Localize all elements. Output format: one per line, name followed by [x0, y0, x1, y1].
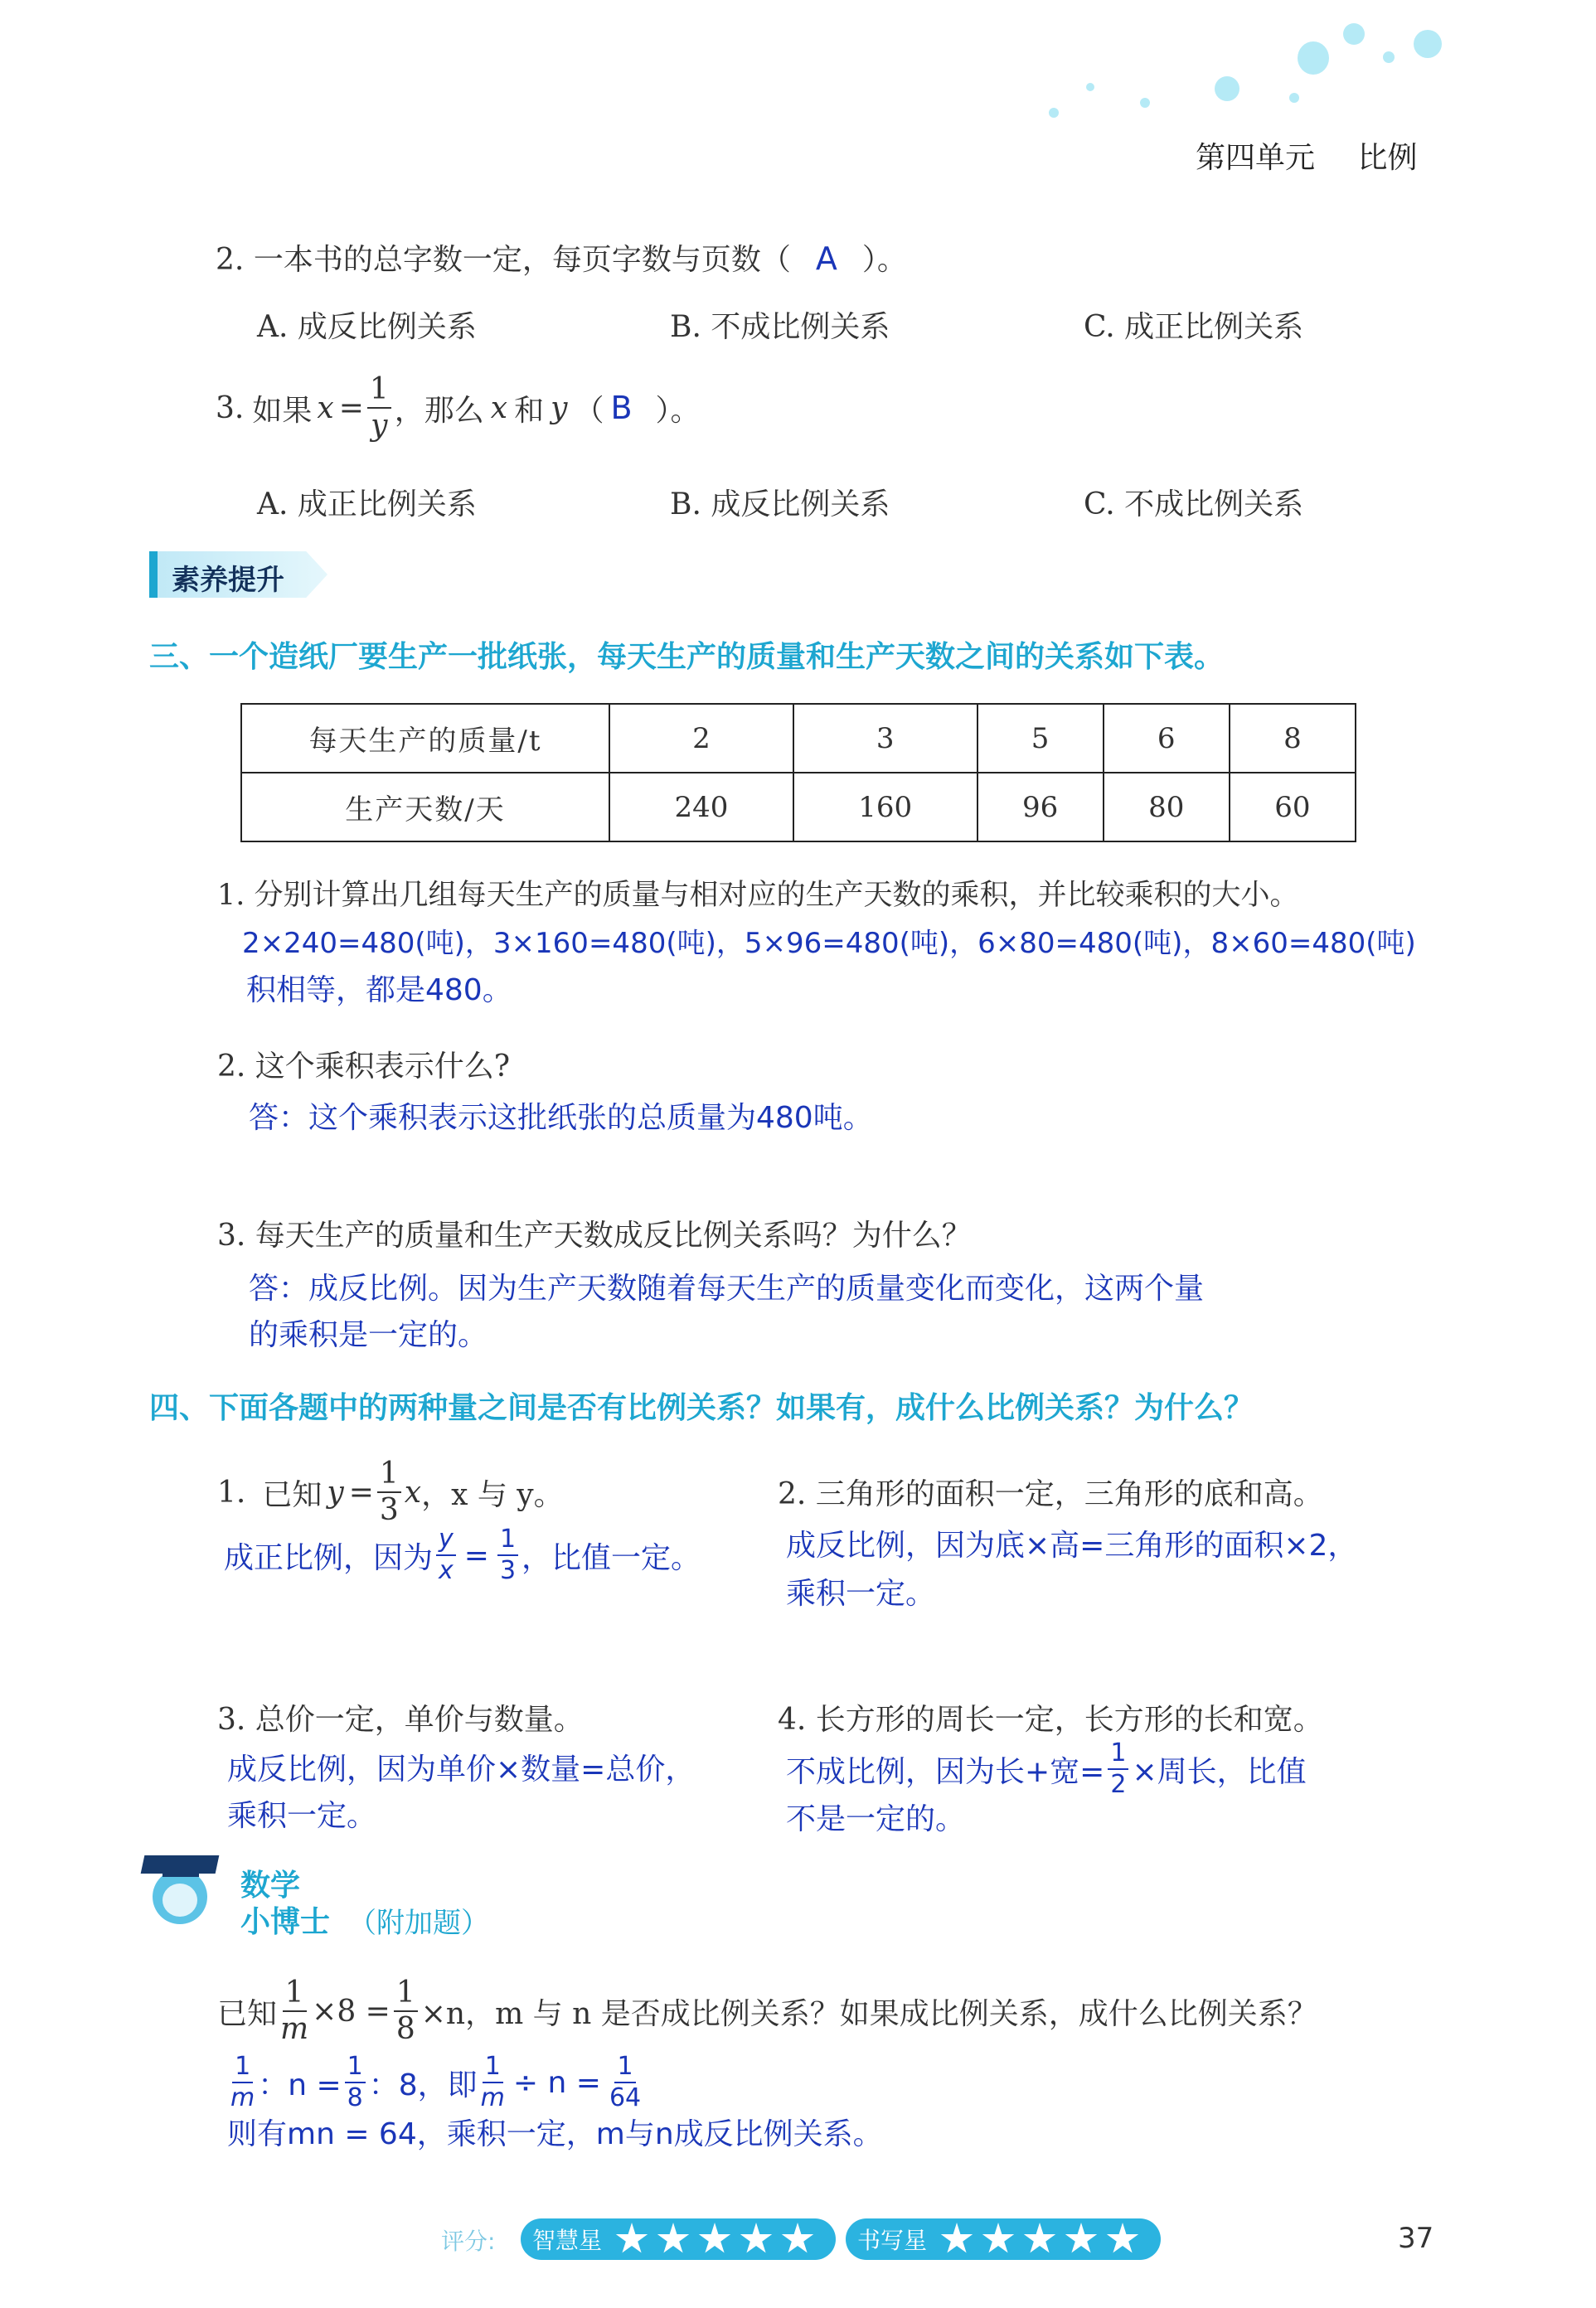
s3-answer-3-line2: 的乘积是一定的。: [249, 1318, 488, 1352]
table-cell: 80: [1104, 773, 1230, 841]
decor-drop: [1140, 98, 1150, 108]
section-4-title: 四、下面各题中的两种量之间是否有比例关系？如果有，成什么比例关系？为什么？: [149, 1391, 1254, 1425]
fraction: $\frac{1}{8}$: [394, 1978, 418, 2044]
writing-star-label: 书写星: [857, 2227, 928, 2254]
data-table: [240, 703, 1356, 842]
option-b: B. 成反比例关系: [670, 487, 890, 521]
fraction: $\frac{1}{y}$: [367, 375, 391, 441]
table-cell: 60: [1230, 773, 1356, 841]
star-icon: [1023, 2223, 1056, 2256]
score-label: 评分:: [441, 2228, 496, 2255]
option-a: A. 成反比例关系: [257, 310, 477, 344]
s4-problem-2: 2. 三角形的面积一定，三角形的底和高。: [778, 1477, 1323, 1511]
decor-drop: [1414, 30, 1442, 58]
fraction: $\frac{1}{8}$: [345, 2054, 366, 2111]
star-icon: [740, 2223, 773, 2256]
table-cell: 8: [1230, 704, 1356, 773]
bonus-title-line2: 小博士: [240, 1905, 331, 1939]
table-cell: 160: [793, 773, 977, 841]
unit-label: 第四单元: [1196, 141, 1316, 175]
mascot-face: [163, 1884, 197, 1917]
graduation-cap-base: [163, 1865, 199, 1877]
decor-drop: [1383, 51, 1395, 63]
fraction: $\frac{1}{2}$: [1108, 1741, 1128, 1797]
question-3: 3. 如果 x = $\frac{1}{y}$ ，那么 x 和 y （ B ）。: [216, 372, 701, 443]
table-cell: 2: [609, 704, 793, 773]
s4-problem-3: 3. 总价一定，单价与数量。: [217, 1703, 584, 1737]
unit-header: [1196, 134, 1417, 177]
decor-drop: [1086, 83, 1094, 91]
s4-answer-2-line2: 乘积一定。: [786, 1577, 936, 1611]
star-icon: [940, 2223, 973, 2256]
table-cell: 3: [793, 704, 977, 773]
bonus-answer-line2: 则有mn = 64，乘积一定，m与n成反比例关系。: [227, 2117, 883, 2151]
writing-star-rating: [846, 2218, 1161, 2260]
s4-problem-4: 4. 长方形的周长一定，长方形的长和宽。: [778, 1703, 1323, 1737]
s3-answer-1-line1: 2×240=480(吨)，3×160=480(吨)，5×96=480(吨)，6×80=480(吨)，8×60=480(吨): [242, 927, 1416, 960]
star-icon: [698, 2223, 731, 2256]
table-cell: 5: [977, 704, 1104, 773]
s4-answer-4-line2: 不是一定的。: [786, 1802, 966, 1836]
fraction: $\frac{1}{64}$: [609, 2052, 642, 2112]
section-banner: 素养提升: [172, 564, 284, 597]
table-cell: 6: [1104, 704, 1230, 773]
decor-drop: [1215, 76, 1239, 101]
s3-answer-3-line1: 答：成反比例。因为生产天数随着每天生产的质量变化而变化，这两个量: [249, 1272, 1205, 1306]
star-icon: [657, 2223, 690, 2256]
decor-drop: [1049, 108, 1059, 118]
option-a: A. 成正比例关系: [257, 487, 477, 521]
question-2: 2. 一本书的总字数一定，每页字数与页数（ A ）。: [216, 240, 907, 277]
star-icon: [982, 2223, 1015, 2256]
bonus-tag: （附加题）: [348, 1907, 489, 1940]
decor-drop: [1298, 41, 1329, 75]
unit-topic: 比例: [1357, 141, 1418, 175]
fraction: $\frac{1}{m}$: [480, 2052, 505, 2112]
page-number: 37: [1398, 2222, 1434, 2255]
fraction: $\frac{1}{m}$: [230, 2052, 255, 2112]
option-c: C. 不成比例关系: [1084, 487, 1304, 521]
s4-problem-1: 1. 已知 y = $\frac{1}{3}$ x ，x 与 y。: [217, 1457, 564, 1527]
decor-drop: [1289, 93, 1299, 103]
s3-question-3: 3. 每天生产的质量和生产天数成反比例关系吗？为什么？: [217, 1219, 972, 1253]
s4-answer-1: 成正比例，因为 $\frac{y}{x}$ = $\frac{1}{3}$ ，比值一定。: [224, 1525, 701, 1585]
fraction: $\frac{1}{3}$: [497, 1527, 518, 1583]
s3-question-2: 2. 这个乘积表示什么?: [217, 1050, 511, 1084]
section-banner-bar: [149, 551, 158, 598]
bonus-title-line1: 数学: [240, 1869, 301, 1903]
s3-answer-2: 答：这个乘积表示这批纸张的总质量为480吨。: [249, 1101, 873, 1135]
star-icon: [1106, 2223, 1139, 2256]
table-row: [241, 704, 1356, 773]
star-icon: [781, 2223, 814, 2256]
table-cell: 96: [977, 773, 1104, 841]
wisdom-star-rating: [521, 2218, 836, 2260]
star-icon: [1065, 2223, 1098, 2256]
table-row: [241, 773, 1356, 841]
s4-answer-2-line1: 成反比例，因为底×高=三角形的面积×2，: [786, 1529, 1358, 1563]
answer-choice: A: [815, 240, 837, 277]
bonus-question: 已知 $\frac{1}{m}$ ×8 = $\frac{1}{8}$ ×n，m 与 n 是否成比例关系？如果成比例关系，成什么比例关系？: [217, 1976, 1317, 2046]
s4-answer-3-line1: 成反比例，因为单价×数量=总价，: [227, 1753, 696, 1787]
decor-drop: [1343, 23, 1365, 45]
option-c: C. 成正比例关系: [1084, 310, 1304, 344]
answer-choice: B: [610, 390, 633, 426]
fraction: $\frac{1}{m}$: [280, 1976, 309, 2046]
section-3-title: 三、一个造纸厂要生产一批纸张，每天生产的质量和生产天数之间的关系如下表。: [149, 640, 1225, 674]
fraction: $\frac{1}{3}$: [377, 1459, 401, 1525]
fraction: $\frac{y}{x}$: [436, 1527, 456, 1583]
s4-answer-4: 不成比例，因为长+宽= $\frac{1}{2}$ ×周长，比值: [786, 1738, 1307, 1799]
bonus-answer-line1: $\frac{1}{m}$ ：n = $\frac{1}{8}$ ：8，即 $\frac{1}{m}$ ÷ n = $\frac{1}{64}$: [230, 2052, 642, 2112]
s4-answer-3-line2: 乘积一定。: [227, 1799, 377, 1833]
table-row-header: 生产天数/天: [241, 773, 609, 841]
option-b: B. 不成比例关系: [670, 310, 890, 344]
table-row-header: 每天生产的质量/t: [241, 704, 609, 773]
star-icon: [615, 2223, 648, 2256]
s3-answer-1-line2: 积相等，都是480。: [246, 973, 512, 1007]
table-cell: 240: [609, 773, 793, 841]
wisdom-star-label: 智慧星: [532, 2227, 603, 2254]
s3-question-1: 1. 分别计算出几组每天生产的质量与相对应的生产天数的乘积，并比较乘积的大小。: [217, 879, 1299, 912]
